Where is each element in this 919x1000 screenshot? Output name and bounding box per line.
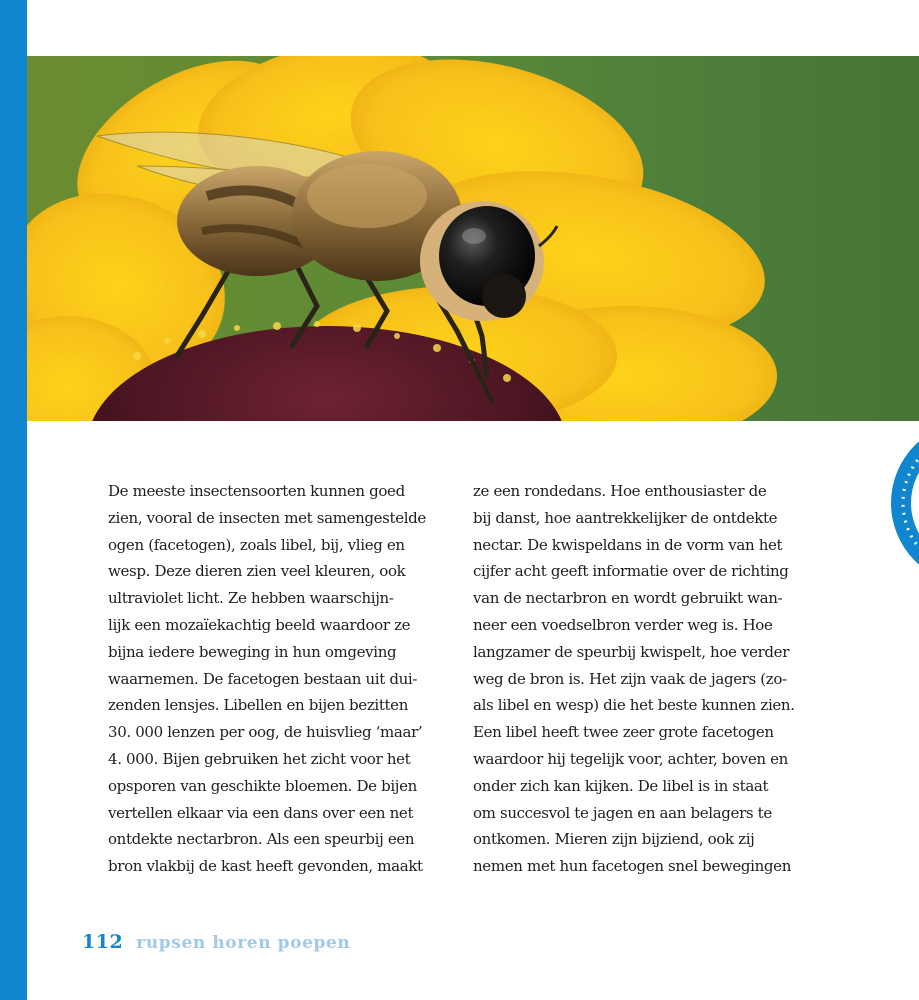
text-line: van de nectarbron en wordt gebruikt wan- [473, 589, 783, 608]
text-line: zien, vooral de insecten met samengestelde [108, 508, 426, 527]
text-line: ultraviolet licht. Ze hebben waarschijn- [108, 589, 394, 608]
page-footer [82, 931, 350, 953]
text-line: lijk een mozaïekachtig beeld waardoor ze [108, 615, 411, 634]
page-number: 112 [82, 931, 124, 953]
decorative-blue-circle-badge [888, 418, 919, 588]
text-line: bijna iedere beweging in hun omgeving [108, 642, 397, 661]
text-line: weg de bron is. Het zijn vaak de jagers (zo- [473, 669, 787, 688]
text-line: De meeste insectensoorten kunnen goed [108, 482, 405, 500]
text-line: onder zich kan kijken. De libel is in staat [473, 776, 769, 795]
text-line: wesp. Deze dieren zien veel kleuren, ook [108, 562, 406, 581]
text-line: neer een voedselbron verder weg is. Hoe [473, 615, 773, 634]
text-line: om succesvol te jagen en aan belagers te [473, 803, 772, 822]
hoverfly-on-flower-illustration [27, 56, 919, 421]
text-line: opsporen van geschikte bloemen. De bijen [108, 776, 417, 795]
fly-mouth [482, 274, 526, 318]
text-line: 30. 000 lenzen per oog, de huisvlieg ‘maar’ [108, 723, 423, 742]
text-line: zenden lensjes. Libellen en bijen bezitten [108, 696, 409, 715]
text-line: bij danst, hoe aantrekkelijker de ontdekte [473, 508, 778, 527]
text-line: ogen (facetogen), zoals libel, bij, vlieg en [108, 535, 405, 554]
text-line: als libel en wesp) die het beste kunnen zien. [473, 696, 795, 715]
text-line: Een libel heeft twee zeer grote facetogen [473, 723, 774, 742]
body-text-right-column [473, 478, 818, 880]
running-book-title: rupsen horen poepen [136, 933, 351, 953]
text-line: ze een rondedans. Hoe enthousiaster de [473, 482, 767, 500]
text-line: langzamer de speurbij kwispelt, hoe verder [473, 642, 790, 661]
text-line: 4. 000. Bijen gebruiken het zicht voor het [108, 749, 411, 768]
hoverfly-photo [27, 56, 919, 421]
text-line: cijfer acht geeft informatie over de richting [473, 562, 789, 581]
text-line: vertellen elkaar via een dans over een net [108, 803, 414, 822]
text-line: nemen met hun facetogen snel bewegingen [473, 857, 791, 876]
body-text-left-column [108, 478, 453, 880]
text-line: ontkomen. Mieren zijn bijziend, ook zij [473, 830, 755, 849]
text-line: bron vlakbij de kast heeft gevonden, maakt [108, 857, 423, 876]
text-line: nectar. De kwispeldans in de vorm van het [473, 535, 783, 554]
text-line: waarnemen. De facetogen bestaan uit dui- [108, 669, 418, 688]
text-line: waardoor hij tegelijk voor, achter, boven en [473, 749, 788, 768]
blue-page-edge-bar [0, 0, 27, 1000]
text-line: ontdekte nectarbron. Als een speurbij een [108, 830, 415, 849]
